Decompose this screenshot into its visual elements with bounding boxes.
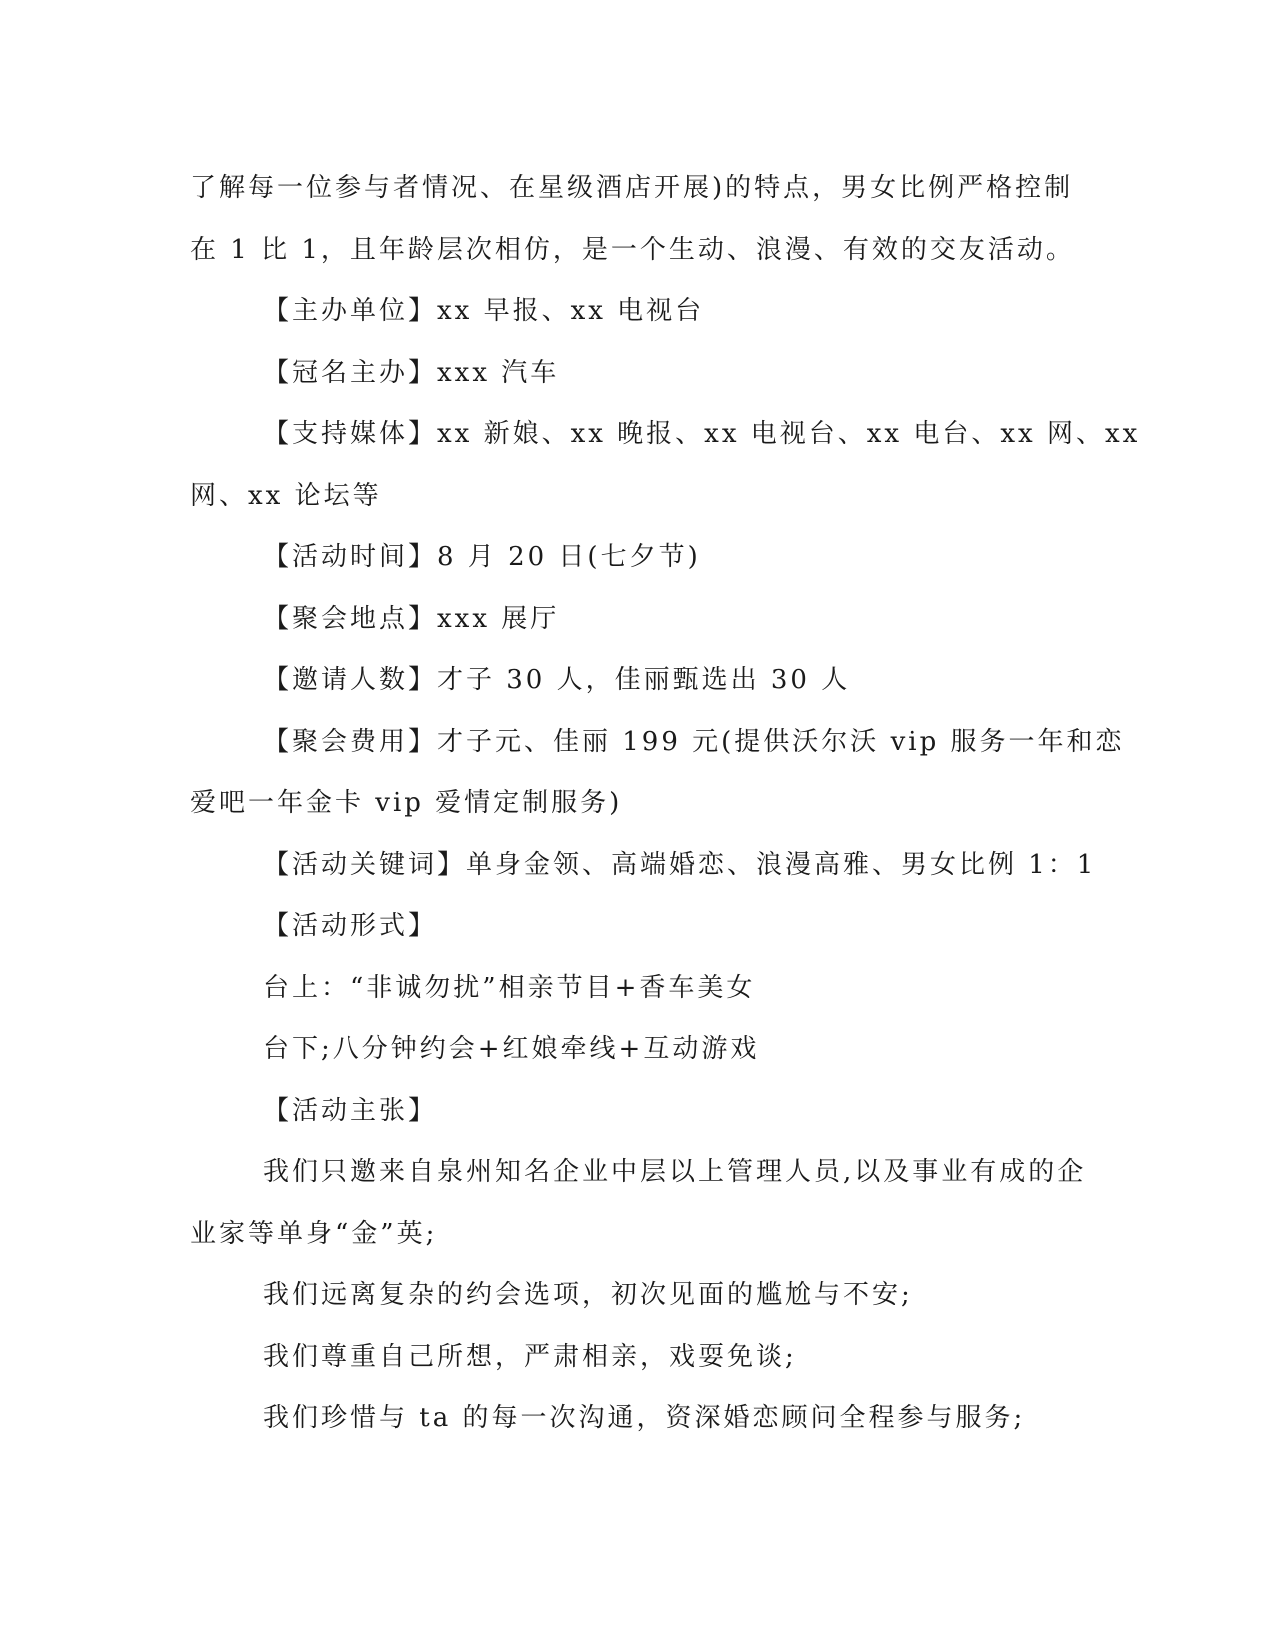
text-line: 了解每一位参与者情况、在星级酒店开展)的特点，男女比例严格控制 bbox=[190, 173, 1074, 203]
text-line: 【聚会地点】xxx 展厅 bbox=[263, 603, 560, 634]
text-line: 业家等单身“金”英; bbox=[190, 1218, 438, 1249]
text-line: 【活动关键词】单身金领、高端婚恋、浪漫高雅、男女比例 1：1 bbox=[263, 849, 1097, 880]
text-line: 网、xx 论坛等 bbox=[190, 480, 382, 511]
text-line: 【冠名主办】xxx 汽车 bbox=[263, 357, 560, 388]
text-line: 我们只邀来自泉州知名企业中层以上管理人员,以及事业有成的企 bbox=[263, 1157, 1087, 1187]
text-line: 在 1 比 1，且年龄层次相仿，是一个生动、浪漫、有效的交友活动。 bbox=[190, 234, 1075, 265]
text-line: 台上：“非诚勿扰”相亲节目+香车美女 bbox=[263, 972, 756, 1003]
text-line: 【主办单位】xx 早报、xx 电视台 bbox=[263, 296, 705, 326]
text-line: 我们珍惜与 ta 的每一次沟通，资深婚恋顾问全程参与服务; bbox=[263, 1403, 1026, 1433]
section-heading: 【活动形式】 bbox=[263, 911, 438, 941]
text-line: 台下;八分钟约会+红娘牵线+互动游戏 bbox=[263, 1034, 760, 1064]
text-line: 【邀请人数】才子 30 人，佳丽甄选出 30 人 bbox=[263, 665, 851, 695]
document-body bbox=[190, 158, 1141, 1450]
text-line: 【支持媒体】xx 新娘、xx 晚报、xx 电视台、xx 电台、xx 网、xx bbox=[263, 419, 1141, 449]
text-line: 爱吧一年金卡 vip 爱情定制服务) bbox=[190, 788, 623, 818]
section-heading: 【活动主张】 bbox=[263, 1095, 438, 1126]
text-line: 【聚会费用】才子元、佳丽 199 元(提供沃尔沃 vip 服务一年和恋 bbox=[263, 726, 1125, 757]
text-line: 我们尊重自己所想，严肃相亲，戏耍免谈; bbox=[263, 1341, 797, 1372]
text-line: 我们远离复杂的约会选项，初次见面的尴尬与不安; bbox=[263, 1280, 913, 1310]
text-line: 【活动时间】8 月 20 日(七夕节) bbox=[263, 542, 701, 572]
